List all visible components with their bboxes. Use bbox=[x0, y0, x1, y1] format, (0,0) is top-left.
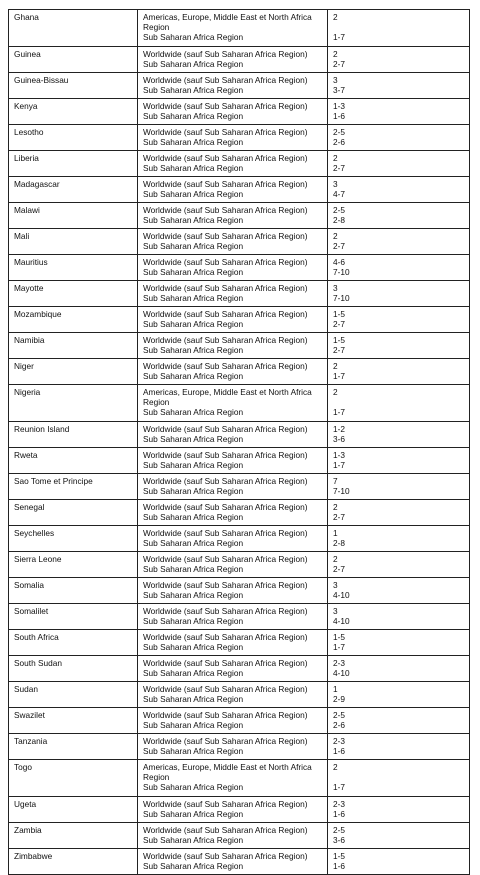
value-line: 3 bbox=[333, 75, 338, 85]
country-cell bbox=[9, 604, 138, 630]
region-cell bbox=[138, 526, 328, 552]
region-line: Sub Saharan Africa Region bbox=[143, 861, 244, 871]
region-line: Worldwide (sauf Sub Saharan Africa Region) bbox=[143, 606, 308, 616]
country-cell bbox=[9, 578, 138, 604]
region-line: Sub Saharan Africa Region bbox=[143, 267, 244, 277]
region-line: Worldwide (sauf Sub Saharan Africa Region) bbox=[143, 309, 308, 319]
value-line: 1 bbox=[333, 528, 338, 538]
value-line: 2 bbox=[333, 49, 338, 59]
region-cell bbox=[138, 500, 328, 526]
value-line: 1-2 bbox=[333, 424, 345, 434]
country-cell bbox=[9, 422, 138, 448]
region-cell bbox=[138, 656, 328, 682]
region-line: Sub Saharan Africa Region bbox=[143, 189, 244, 199]
country-cell bbox=[9, 849, 138, 875]
country-name: Somalia bbox=[14, 580, 44, 590]
region-cell bbox=[138, 422, 328, 448]
value-cell bbox=[328, 500, 470, 526]
country-name: Ghana bbox=[14, 12, 39, 22]
region-line: Worldwide (sauf Sub Saharan Africa Region) bbox=[143, 799, 308, 809]
table-row bbox=[9, 151, 470, 177]
value-line: 4-10 bbox=[333, 616, 350, 626]
table-row bbox=[9, 281, 470, 307]
region-line: Sub Saharan Africa Region bbox=[143, 835, 244, 845]
table-row bbox=[9, 229, 470, 255]
country-cell bbox=[9, 500, 138, 526]
region-cell bbox=[138, 797, 328, 823]
region-line: Sub Saharan Africa Region bbox=[143, 434, 244, 444]
table-row bbox=[9, 630, 470, 656]
value-line: 2 bbox=[333, 231, 338, 241]
country-name: Mali bbox=[14, 231, 30, 241]
region-line: Sub Saharan Africa Region bbox=[143, 59, 244, 69]
country-cell bbox=[9, 359, 138, 385]
value-line: 2-7 bbox=[333, 59, 345, 69]
region-line: Worldwide (sauf Sub Saharan Africa Region) bbox=[143, 476, 308, 486]
region-cell bbox=[138, 281, 328, 307]
value-line: 2 bbox=[333, 502, 338, 512]
country-name: Seychelles bbox=[14, 528, 55, 538]
region-line: Sub Saharan Africa Region bbox=[143, 642, 244, 652]
table-row bbox=[9, 823, 470, 849]
country-cell bbox=[9, 255, 138, 281]
country-cell bbox=[9, 682, 138, 708]
value-line: 1 bbox=[333, 684, 338, 694]
table-row bbox=[9, 203, 470, 229]
country-cell bbox=[9, 760, 138, 797]
table-row bbox=[9, 422, 470, 448]
region-line: Americas, Europe, Middle East et North Africa bbox=[143, 387, 312, 397]
region-line: Worldwide (sauf Sub Saharan Africa Region) bbox=[143, 424, 308, 434]
region-line: Sub Saharan Africa Region bbox=[143, 720, 244, 730]
value-line: 2-7 bbox=[333, 345, 345, 355]
region-line: Worldwide (sauf Sub Saharan Africa Region) bbox=[143, 361, 308, 371]
country-name: Sierra Leone bbox=[14, 554, 62, 564]
region-line: Sub Saharan Africa Region bbox=[143, 746, 244, 756]
value-line: 2-5 bbox=[333, 710, 345, 720]
region-cell bbox=[138, 307, 328, 333]
value-line: 1-6 bbox=[333, 111, 345, 121]
region-cell bbox=[138, 10, 328, 47]
region-line: Sub Saharan Africa Region bbox=[143, 241, 244, 251]
region-line: Worldwide (sauf Sub Saharan Africa Region) bbox=[143, 710, 308, 720]
country-cell bbox=[9, 708, 138, 734]
region-cell bbox=[138, 125, 328, 151]
region-cell bbox=[138, 630, 328, 656]
value-line bbox=[333, 397, 469, 407]
value-line: 7 bbox=[333, 476, 338, 486]
country-name: Somalilet bbox=[14, 606, 49, 616]
region-cell bbox=[138, 359, 328, 385]
region-line: Sub Saharan Africa Region bbox=[143, 32, 244, 42]
value-line: 1-7 bbox=[333, 371, 345, 381]
value-line: 1-5 bbox=[333, 851, 345, 861]
region-line: Worldwide (sauf Sub Saharan Africa Region) bbox=[143, 205, 308, 215]
value-line: 2-6 bbox=[333, 720, 345, 730]
value-line: 2 bbox=[333, 153, 338, 163]
region-cell bbox=[138, 849, 328, 875]
country-cell bbox=[9, 73, 138, 99]
country-cell bbox=[9, 526, 138, 552]
table-row bbox=[9, 734, 470, 760]
region-line: Sub Saharan Africa Region bbox=[143, 293, 244, 303]
region-line: Sub Saharan Africa Region bbox=[143, 809, 244, 819]
value-line: 3 bbox=[333, 606, 338, 616]
region-cell bbox=[138, 604, 328, 630]
region-cell bbox=[138, 682, 328, 708]
value-cell bbox=[328, 849, 470, 875]
table-row bbox=[9, 448, 470, 474]
table-row bbox=[9, 385, 470, 422]
country-cell bbox=[9, 10, 138, 47]
country-cell bbox=[9, 734, 138, 760]
country-name: Lesotho bbox=[14, 127, 44, 137]
region-line: Americas, Europe, Middle East et North Africa bbox=[143, 12, 312, 22]
value-cell bbox=[328, 682, 470, 708]
country-name: Guinea bbox=[14, 49, 41, 59]
value-line: 2 bbox=[333, 762, 338, 772]
value-cell bbox=[328, 526, 470, 552]
country-cell bbox=[9, 333, 138, 359]
country-name: Zimbabwe bbox=[14, 851, 53, 861]
table-row bbox=[9, 474, 470, 500]
region-line: Sub Saharan Africa Region bbox=[143, 215, 244, 225]
country-cell bbox=[9, 177, 138, 203]
table-row bbox=[9, 10, 470, 47]
value-cell bbox=[328, 708, 470, 734]
region-cell bbox=[138, 734, 328, 760]
region-line: Sub Saharan Africa Region bbox=[143, 345, 244, 355]
value-line: 1-3 bbox=[333, 450, 345, 460]
country-cell bbox=[9, 281, 138, 307]
region-line: Worldwide (sauf Sub Saharan Africa Region) bbox=[143, 231, 308, 241]
region-line: Sub Saharan Africa Region bbox=[143, 512, 244, 522]
value-line: 4-10 bbox=[333, 590, 350, 600]
table-body bbox=[9, 10, 470, 875]
value-line: 2-8 bbox=[333, 538, 345, 548]
table-row bbox=[9, 797, 470, 823]
value-cell bbox=[328, 760, 470, 797]
country-cell bbox=[9, 656, 138, 682]
region-line: Worldwide (sauf Sub Saharan Africa Region) bbox=[143, 528, 308, 538]
value-line: 2-5 bbox=[333, 127, 345, 137]
value-cell bbox=[328, 823, 470, 849]
value-cell bbox=[328, 47, 470, 73]
region-cell bbox=[138, 73, 328, 99]
value-line: 4-6 bbox=[333, 257, 345, 267]
region-line: Worldwide (sauf Sub Saharan Africa Region) bbox=[143, 127, 308, 137]
country-name: Rweta bbox=[14, 450, 38, 460]
value-cell bbox=[328, 604, 470, 630]
value-cell bbox=[328, 474, 470, 500]
region-line: Worldwide (sauf Sub Saharan Africa Region) bbox=[143, 179, 308, 189]
region-line: Sub Saharan Africa Region bbox=[143, 564, 244, 574]
region-line: Sub Saharan Africa Region bbox=[143, 694, 244, 704]
value-line: 2 bbox=[333, 554, 338, 564]
country-name: Sao Tome et Principe bbox=[14, 476, 93, 486]
value-cell bbox=[328, 203, 470, 229]
region-line: Worldwide (sauf Sub Saharan Africa Region) bbox=[143, 283, 308, 293]
table-row bbox=[9, 708, 470, 734]
value-line: 2-8 bbox=[333, 215, 345, 225]
country-name: Tanzania bbox=[14, 736, 48, 746]
region-line: Worldwide (sauf Sub Saharan Africa Region) bbox=[143, 736, 308, 746]
region-line: Sub Saharan Africa Region bbox=[143, 163, 244, 173]
value-line: 2-7 bbox=[333, 319, 345, 329]
region-cell bbox=[138, 708, 328, 734]
country-name: Senegal bbox=[14, 502, 45, 512]
value-cell bbox=[328, 177, 470, 203]
country-cell bbox=[9, 385, 138, 422]
value-cell bbox=[328, 422, 470, 448]
value-line: 3-6 bbox=[333, 835, 345, 845]
table-row bbox=[9, 849, 470, 875]
region-line: Sub Saharan Africa Region bbox=[143, 85, 244, 95]
value-line: 3 bbox=[333, 580, 338, 590]
value-line: 7-10 bbox=[333, 486, 350, 496]
value-line: 2-6 bbox=[333, 137, 345, 147]
value-cell bbox=[328, 10, 470, 47]
table-row bbox=[9, 177, 470, 203]
table-row bbox=[9, 307, 470, 333]
region-line: Worldwide (sauf Sub Saharan Africa Region) bbox=[143, 257, 308, 267]
region-line: Worldwide (sauf Sub Saharan Africa Region) bbox=[143, 851, 308, 861]
value-line: 3 bbox=[333, 283, 338, 293]
value-cell bbox=[328, 73, 470, 99]
country-name: South Sudan bbox=[14, 658, 62, 668]
country-cell bbox=[9, 307, 138, 333]
country-name: Mayotte bbox=[14, 283, 44, 293]
table-row bbox=[9, 500, 470, 526]
value-cell bbox=[328, 255, 470, 281]
value-cell bbox=[328, 307, 470, 333]
country-cell bbox=[9, 99, 138, 125]
country-name: Nigeria bbox=[14, 387, 41, 397]
value-line: 1-7 bbox=[333, 407, 345, 417]
table-row bbox=[9, 526, 470, 552]
table-row bbox=[9, 656, 470, 682]
value-line: 2 bbox=[333, 12, 338, 22]
region-line: Worldwide (sauf Sub Saharan Africa Region) bbox=[143, 450, 308, 460]
region-line: Sub Saharan Africa Region bbox=[143, 460, 244, 470]
region-cell bbox=[138, 760, 328, 797]
country-name: Sudan bbox=[14, 684, 38, 694]
country-cell bbox=[9, 151, 138, 177]
region-line: Worldwide (sauf Sub Saharan Africa Region) bbox=[143, 684, 308, 694]
table-row bbox=[9, 99, 470, 125]
region-line: Worldwide (sauf Sub Saharan Africa Region) bbox=[143, 335, 308, 345]
country-cell bbox=[9, 823, 138, 849]
region-line: Worldwide (sauf Sub Saharan Africa Region) bbox=[143, 580, 308, 590]
country-cell bbox=[9, 797, 138, 823]
country-cell bbox=[9, 630, 138, 656]
country-region-table bbox=[8, 9, 470, 875]
region-line: Sub Saharan Africa Region bbox=[143, 371, 244, 381]
value-cell bbox=[328, 125, 470, 151]
value-line: 1-5 bbox=[333, 309, 345, 319]
value-line bbox=[333, 772, 469, 782]
table-row bbox=[9, 359, 470, 385]
value-line: 1-6 bbox=[333, 809, 345, 819]
region-line: Sub Saharan Africa Region bbox=[143, 668, 244, 678]
value-cell bbox=[328, 630, 470, 656]
region-cell bbox=[138, 333, 328, 359]
region-line: Region bbox=[143, 397, 170, 407]
value-cell bbox=[328, 99, 470, 125]
region-cell bbox=[138, 823, 328, 849]
value-line: 1-5 bbox=[333, 632, 345, 642]
table-row bbox=[9, 604, 470, 630]
country-cell bbox=[9, 448, 138, 474]
value-cell bbox=[328, 448, 470, 474]
region-cell bbox=[138, 177, 328, 203]
value-line: 1-7 bbox=[333, 32, 345, 42]
value-line: 2-7 bbox=[333, 163, 345, 173]
value-line: 3 bbox=[333, 179, 338, 189]
country-name: Madagascar bbox=[14, 179, 60, 189]
country-name: Liberia bbox=[14, 153, 39, 163]
country-name: Kenya bbox=[14, 101, 38, 111]
country-name: Mauritius bbox=[14, 257, 48, 267]
region-cell bbox=[138, 203, 328, 229]
value-line: 1-7 bbox=[333, 782, 345, 792]
region-line: Sub Saharan Africa Region bbox=[143, 616, 244, 626]
region-line: Sub Saharan Africa Region bbox=[143, 782, 244, 792]
country-name: Malawi bbox=[14, 205, 40, 215]
region-line: Worldwide (sauf Sub Saharan Africa Region) bbox=[143, 49, 308, 59]
value-line: 2 bbox=[333, 361, 338, 371]
region-line: Sub Saharan Africa Region bbox=[143, 319, 244, 329]
region-line: Sub Saharan Africa Region bbox=[143, 137, 244, 147]
table-row bbox=[9, 333, 470, 359]
table-row bbox=[9, 255, 470, 281]
region-cell bbox=[138, 552, 328, 578]
region-cell bbox=[138, 448, 328, 474]
value-line bbox=[333, 22, 469, 32]
region-line: Sub Saharan Africa Region bbox=[143, 590, 244, 600]
region-line: Sub Saharan Africa Region bbox=[143, 538, 244, 548]
value-line: 2-7 bbox=[333, 564, 345, 574]
region-cell bbox=[138, 151, 328, 177]
region-cell bbox=[138, 47, 328, 73]
table-row bbox=[9, 552, 470, 578]
value-line: 1-6 bbox=[333, 746, 345, 756]
table-row bbox=[9, 125, 470, 151]
country-name: Reunion Island bbox=[14, 424, 70, 434]
value-cell bbox=[328, 656, 470, 682]
value-line: 7-10 bbox=[333, 267, 350, 277]
value-line: 2 bbox=[333, 387, 338, 397]
value-cell bbox=[328, 552, 470, 578]
country-name: Guinea-Bissau bbox=[14, 75, 69, 85]
region-line: Worldwide (sauf Sub Saharan Africa Region) bbox=[143, 502, 308, 512]
value-line: 3-6 bbox=[333, 434, 345, 444]
region-line: Sub Saharan Africa Region bbox=[143, 486, 244, 496]
table-row bbox=[9, 578, 470, 604]
value-cell bbox=[328, 359, 470, 385]
country-cell bbox=[9, 203, 138, 229]
value-cell bbox=[328, 578, 470, 604]
value-cell bbox=[328, 797, 470, 823]
region-cell bbox=[138, 385, 328, 422]
value-cell bbox=[328, 333, 470, 359]
value-cell bbox=[328, 385, 470, 422]
value-cell bbox=[328, 734, 470, 760]
table-row bbox=[9, 73, 470, 99]
value-line: 2-3 bbox=[333, 736, 345, 746]
region-line: Worldwide (sauf Sub Saharan Africa Region) bbox=[143, 75, 308, 85]
country-name: Namibia bbox=[14, 335, 45, 345]
region-line: Worldwide (sauf Sub Saharan Africa Region) bbox=[143, 825, 308, 835]
country-name: Mozambique bbox=[14, 309, 62, 319]
region-cell bbox=[138, 474, 328, 500]
country-cell bbox=[9, 47, 138, 73]
value-cell bbox=[328, 281, 470, 307]
country-name: South Africa bbox=[14, 632, 59, 642]
region-line: Worldwide (sauf Sub Saharan Africa Region) bbox=[143, 658, 308, 668]
region-line: Worldwide (sauf Sub Saharan Africa Region) bbox=[143, 153, 308, 163]
country-cell bbox=[9, 474, 138, 500]
region-line: Worldwide (sauf Sub Saharan Africa Region) bbox=[143, 632, 308, 642]
value-line: 2-7 bbox=[333, 512, 345, 522]
country-cell bbox=[9, 125, 138, 151]
value-line: 1-6 bbox=[333, 861, 345, 871]
country-cell bbox=[9, 229, 138, 255]
region-line: Sub Saharan Africa Region bbox=[143, 407, 244, 417]
value-line: 2-5 bbox=[333, 205, 345, 215]
country-name: Ugeta bbox=[14, 799, 37, 809]
value-line: 1-5 bbox=[333, 335, 345, 345]
value-line: 1-7 bbox=[333, 642, 345, 652]
region-cell bbox=[138, 229, 328, 255]
value-line: 7-10 bbox=[333, 293, 350, 303]
region-line: Sub Saharan Africa Region bbox=[143, 111, 244, 121]
value-line: 4-7 bbox=[333, 189, 345, 199]
value-line: 2-5 bbox=[333, 825, 345, 835]
value-line: 4-10 bbox=[333, 668, 350, 678]
region-line: Region bbox=[143, 772, 170, 782]
document-page bbox=[8, 9, 469, 875]
region-cell bbox=[138, 255, 328, 281]
country-name: Zambia bbox=[14, 825, 42, 835]
table-row bbox=[9, 760, 470, 797]
region-line: Worldwide (sauf Sub Saharan Africa Region) bbox=[143, 554, 308, 564]
region-line: Region bbox=[143, 22, 170, 32]
table-row bbox=[9, 47, 470, 73]
country-name: Togo bbox=[14, 762, 32, 772]
country-name: Swazilet bbox=[14, 710, 45, 720]
value-line: 1-7 bbox=[333, 460, 345, 470]
value-line: 1-3 bbox=[333, 101, 345, 111]
region-cell bbox=[138, 578, 328, 604]
region-line: Worldwide (sauf Sub Saharan Africa Region) bbox=[143, 101, 308, 111]
country-cell bbox=[9, 552, 138, 578]
region-cell bbox=[138, 99, 328, 125]
value-line: 2-9 bbox=[333, 694, 345, 704]
country-name: Niger bbox=[14, 361, 34, 371]
value-cell bbox=[328, 229, 470, 255]
region-line: Americas, Europe, Middle East et North Africa bbox=[143, 762, 312, 772]
value-line: 2-7 bbox=[333, 241, 345, 251]
value-cell bbox=[328, 151, 470, 177]
value-line: 2-3 bbox=[333, 799, 345, 809]
table-row bbox=[9, 682, 470, 708]
value-line: 3-7 bbox=[333, 85, 345, 95]
value-line: 2-3 bbox=[333, 658, 345, 668]
